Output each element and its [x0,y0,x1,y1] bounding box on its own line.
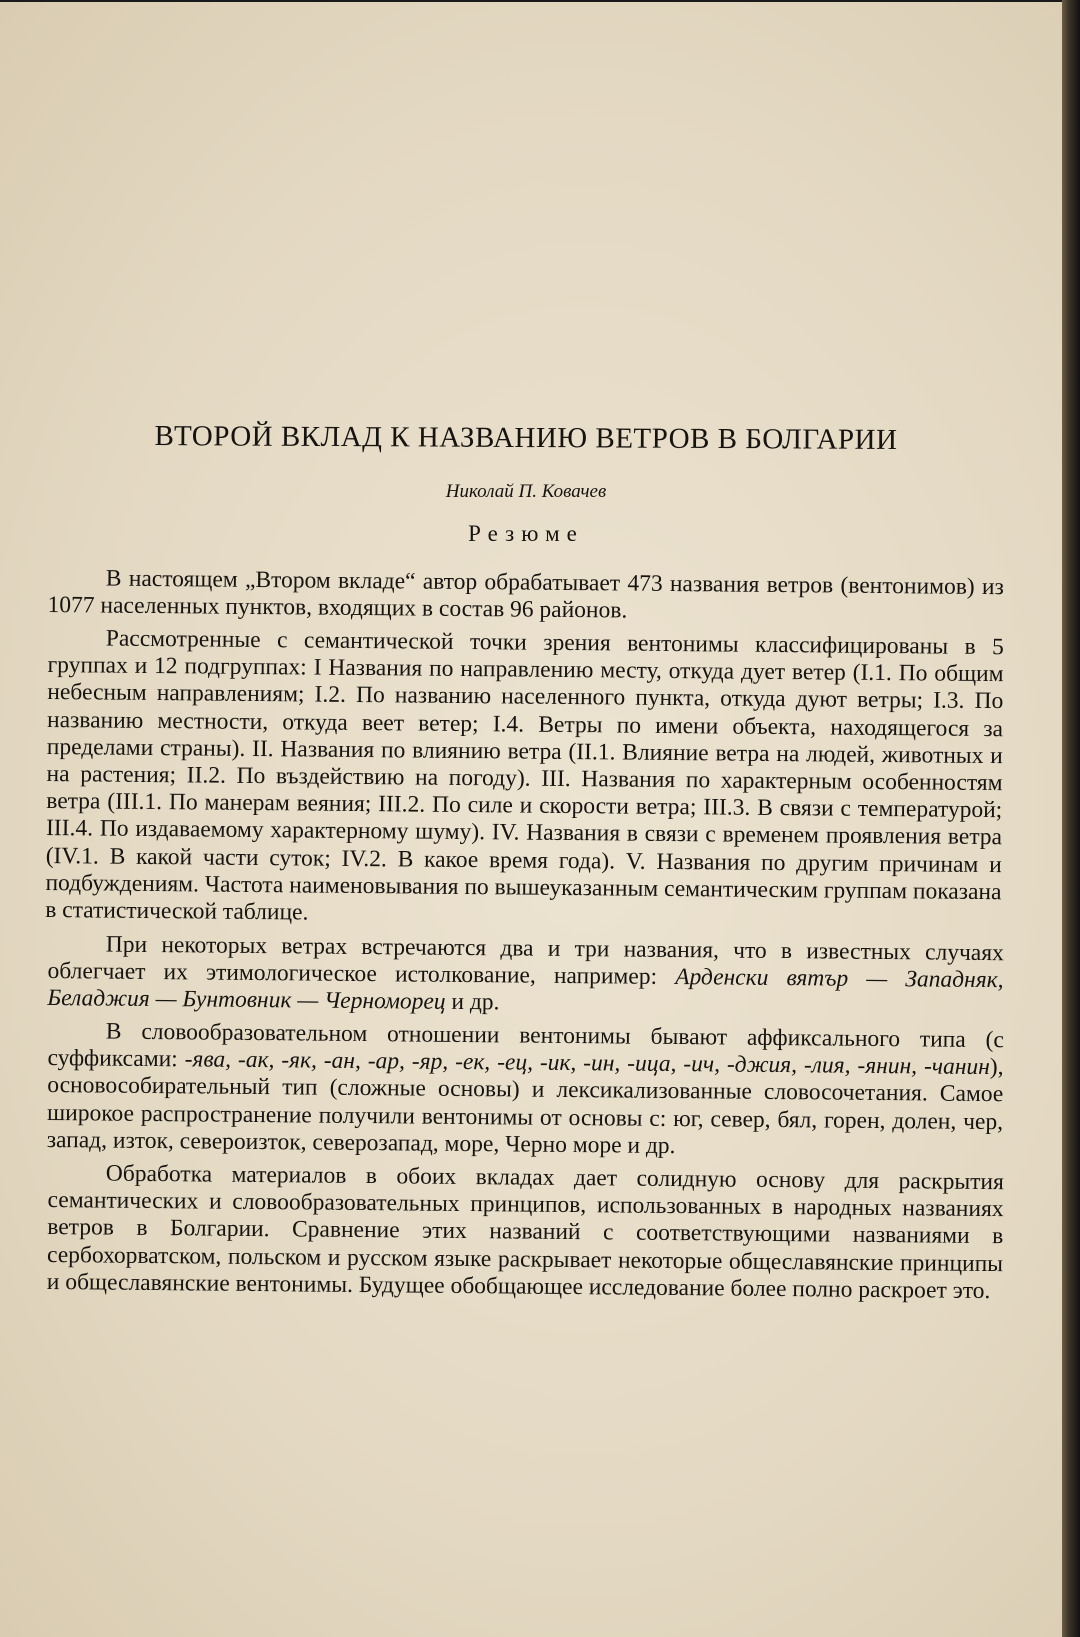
paragraph-4 [47,1018,1004,1163]
paragraph-4-end: ), основособирательный тип (сложные основы) и лексикализованные словосочетания. Самое широкое распространение получили вентонимы от основы с: юг, север, бял, горен, долен, чер, запад, изток, североизток, северозапад, море, Черно море и др. [46,1054,1004,1160]
page-edge-shadow [1062,0,1080,1637]
paragraph-1: В настоящем „Втором вкладе“ автор обрабатывает 473 названия ветров (вентонимов) из 1077 населенных пунктов, входящих в состав 96 районов. [47,565,1004,624]
paragraph-2: Рассмотренные с семантической точки зрения вентонимы классифицированы в 5 группах и 12 подгруппах: I Названия по направлению месту, откуда дует ветер (I.1. По общим небесным направлениям; I.2. По названию населенного пункта, откуда дуют ветры; I.3. По названию местности, откуда веет ветер; I.4. Ветры по имени объекта, находящегося за пределами страны). II. Названия по влиянию ветра (II.1. Влияние ветра на людей, животных и на растения; II.2. По въздействию на погоду). III. Названия по характерным особенностям ветра (III.1. По манерам веяния; III.2. По силе и скорости ветра; III.3. В связи с температурой; III.4. По издаваемому характерному шуму). IV. Названия в связи с временем проявления ветра (IV.1. В какой части суток; IV.2. В какое время года). V. Названия по другим причинам и подбуждениям. Частота наименовывания по вышеуказанным семантическим группам показана в статистической таблице. [45,625,1004,926]
author-name: Николай П. Ковачев [445,481,607,502]
paragraph-3-example: Арденски вятър — Западняк, Беладжия — Бунтовник — Черноморец [47,963,1004,1015]
summary-heading: Резюме [468,521,584,546]
article-body [45,420,1004,1305]
paragraph-5: Обработка материалов в обоих вкладах дает солидную основу для раскрытия семантических и словообразовательных принципов, использованных в народных названиях ветров в Болгарии. Сравнение этих названий с соответствующими названиями в сербохорватском, польском и русском языке раскрывает некоторые общеславянские принципы и общеславянские вентонимы. Будущее обобщающее исследование более полно раскроет это. [46,1160,1004,1305]
paragraph-3 [47,931,1004,1022]
article-title: ВТОРОЙ ВКЛАД К НАЗВАНИЮ ВЕТРОВ В БОЛГАРИИ [154,420,898,456]
scanned-page [0,2,1062,1637]
paragraph-3-end: и др. [451,988,500,1016]
paragraph-4-suffixes: -ява, -ак, -як, -ан, -ар, -яр, -ек, -ец, -ик, -ин, -ица, -ич, -джия, -лия, -янин, -чанин [184,1046,990,1081]
paragraph-3-start: При некоторых ветрах встречаются два и три названия, что в известных случаях облегчает их этимологическое истолкование, например: [47,931,1004,990]
paragraph-4-start: В словообразовательном отношении вентонимы бывают аффиксального типа (с суффиксами: [47,1018,1004,1073]
